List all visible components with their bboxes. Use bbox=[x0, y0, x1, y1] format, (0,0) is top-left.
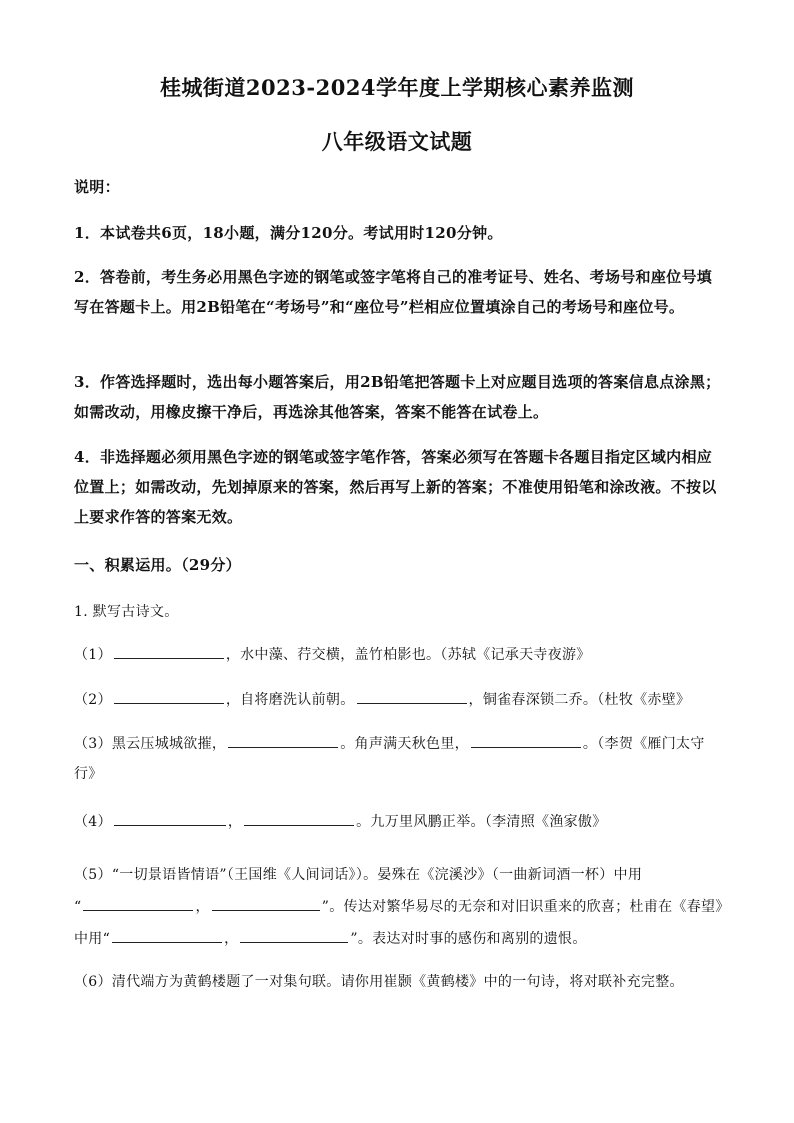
item-number: （5） bbox=[74, 867, 112, 883]
answer-blank[interactable] bbox=[240, 926, 348, 943]
answer-blank[interactable] bbox=[83, 894, 193, 911]
item-text: ，自将磨洗认前朝。 bbox=[225, 692, 355, 708]
item-text: “ bbox=[74, 899, 82, 915]
answer-blank[interactable] bbox=[228, 731, 338, 748]
item-number: （3） bbox=[74, 736, 112, 752]
item-number: （4） bbox=[74, 814, 112, 830]
answer-blank[interactable] bbox=[114, 687, 224, 704]
question-1-title: 1. 默写古诗文。 bbox=[74, 604, 179, 620]
item-number: （2） bbox=[74, 692, 112, 708]
question-1-item-4 bbox=[74, 807, 724, 837]
item-text: “一切景语皆情语”（王国维《人间词话》）。晏殊在《浣溪沙》（一曲新词酒一杯）中用 bbox=[111, 867, 643, 883]
instruction-item-3: 3．作答选择题时，选出每小题答案后，用2B铅笔把答题卡上对应题目选项的答案信息点涂黑；如需改动，用橡皮擦干净后，再选涂其他答案，答案不能答在试卷上。 bbox=[74, 373, 721, 421]
item-text: 黑云压城城欲摧， bbox=[111, 736, 227, 752]
section-heading: 一、积累运用。（29分） bbox=[74, 556, 241, 574]
question-1-item-2 bbox=[74, 685, 724, 715]
item-text: 。角声满天秋色里， bbox=[340, 736, 469, 752]
answer-blank[interactable] bbox=[114, 809, 226, 826]
question-1-item-6: （6）清代端方为黄鹤楼题了一对集句联。请你用崔颢《黄鹤楼》中的一句诗，将对联补充完整。 bbox=[74, 974, 684, 990]
item-text: ”。传达对繁华易尽的无奈和对旧识重来的欣喜；杜甫在《春望》中用“ bbox=[74, 899, 723, 947]
exam-title: 桂城街道2023-2024学年度上学期核心素养监测 bbox=[159, 75, 635, 100]
question-1-item-5 bbox=[74, 859, 724, 955]
item-text: ， bbox=[224, 931, 239, 947]
exam-subtitle: 八年级语文试题 bbox=[321, 129, 473, 154]
answer-blank[interactable] bbox=[112, 926, 222, 943]
answer-blank[interactable] bbox=[212, 894, 320, 911]
answer-blank[interactable] bbox=[244, 809, 354, 826]
item-text: ， bbox=[195, 899, 210, 915]
question-1-item-3 bbox=[74, 729, 724, 789]
instructions-label: 说明： bbox=[74, 178, 120, 196]
item-text: 。（李贺《雁门太守行》 bbox=[74, 736, 705, 782]
item-number: （1） bbox=[74, 647, 112, 663]
question-1-item-1 bbox=[74, 640, 724, 670]
item-text: ”。表达对时事的感伤和离别的遗恨。 bbox=[350, 931, 587, 947]
item-text: ，铜雀春深锁二乔。（杜牧《赤壁》 bbox=[468, 692, 691, 708]
answer-blank[interactable] bbox=[357, 687, 467, 704]
item-text: 。九万里风鹏正举。（李清照《渔家傲》 bbox=[356, 814, 607, 830]
answer-blank[interactable] bbox=[114, 642, 224, 659]
instruction-item-2: 2．答卷前，考生务必用黑色字迹的钢笔或签字笔将自己的准考证号、姓名、考场号和座位号填写在答题卡上。用2B铅笔在“考场号”和“座位号”栏相应位置填涂自己的考场号和座位号。 bbox=[74, 268, 713, 316]
answer-blank[interactable] bbox=[471, 731, 581, 748]
instruction-item-1: 1．本试卷共6页，18小题，满分120分。考试用时120分钟。 bbox=[74, 224, 503, 242]
instruction-item-4: 4．非选择题必须用黑色字迹的钢笔或签字笔作答，答案必须写在答题卡各题目指定区域内相应位置上；如需改动，先划掉原来的答案，然后再写上新的答案；不准使用铅笔和涂改液。不按以上要求作答的答案无效。 bbox=[74, 448, 717, 526]
item-text: ， bbox=[227, 814, 243, 830]
item-text: ，水中藻、荇交横，盖竹柏影也。（苏轼《记承天寺夜游》 bbox=[225, 647, 591, 663]
